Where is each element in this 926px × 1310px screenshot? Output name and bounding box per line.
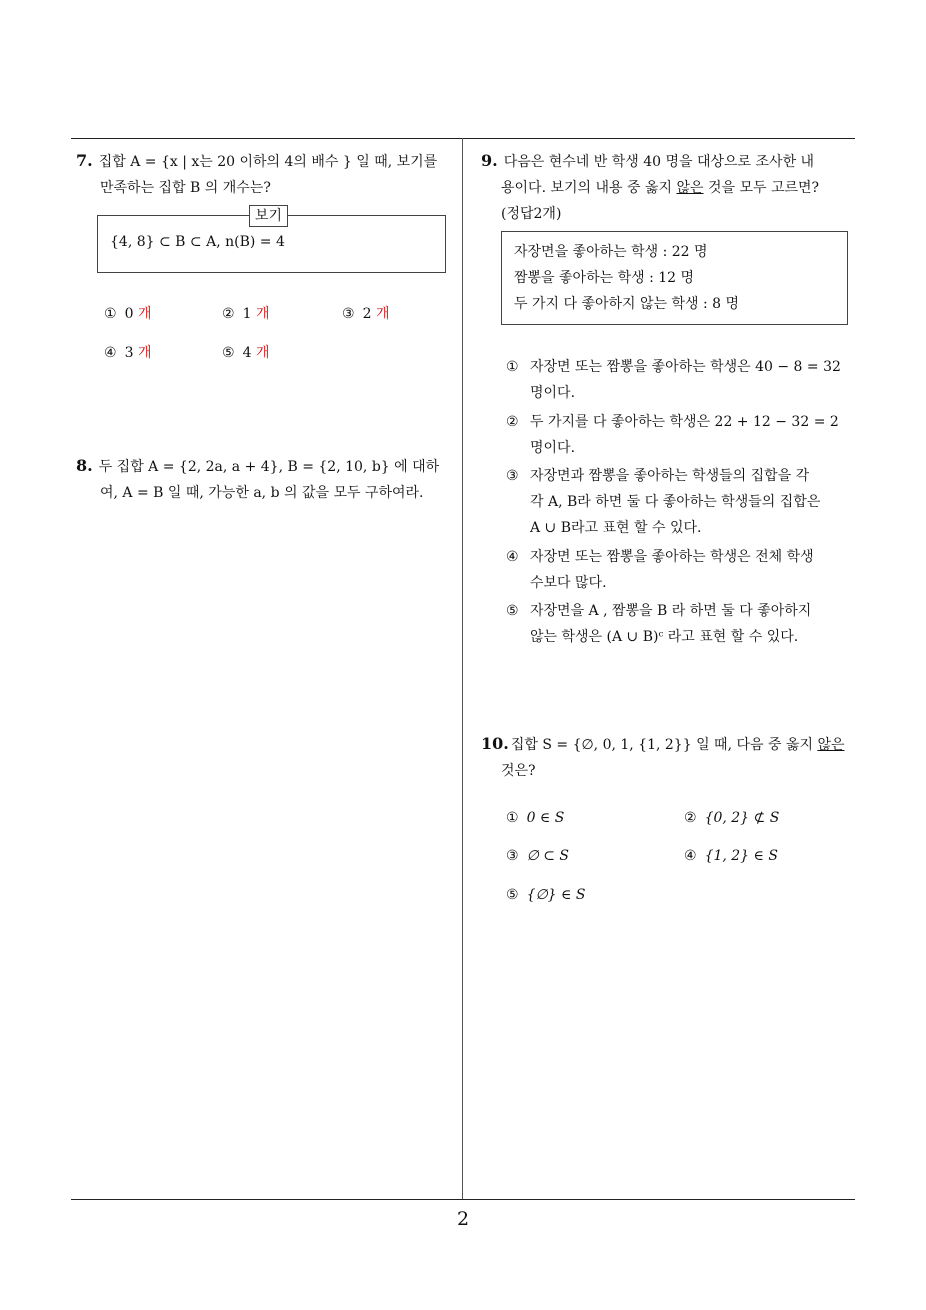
question-number: 8. [76, 456, 93, 475]
q7-option-1[interactable]: ① 0 개 [104, 306, 152, 322]
info-line: 두 가지 다 좋아하지 않는 학생 : 8 명 [514, 296, 740, 312]
q10-option-1[interactable]: ① 0 ∈ S [506, 810, 565, 826]
info-line: 짬뽕을 좋아하는 학생 : 12 명 [514, 270, 695, 286]
info-line: 자장면을 좋아하는 학생 : 22 명 [514, 244, 708, 260]
q10-option-2[interactable]: ② {0, 2} ⊄ S [684, 810, 780, 826]
q7-option-5[interactable]: ⑤ 4 개 [222, 345, 270, 361]
question-text-line2: 여, A = B 일 때, 가능한 a, b 의 값을 모두 구하여라. [100, 485, 424, 501]
question-9: 9. 다음은 현수네 반 학생 40 명을 대상으로 조사한 내 용이다. 보기의 내용 중 옳지 않은 것을 모두 고르면? (정답2개) [481, 148, 859, 227]
question-text-line1: 집합 A = {x | x는 20 이하의 4의 배수 } 일 때, 보기를 [98, 154, 438, 170]
answer-count-note: (정답2개) [501, 206, 562, 222]
question-number: 7. [76, 151, 93, 170]
survey-info-box [501, 231, 848, 325]
question-text-line1: 다음은 현수네 반 학생 40 명을 대상으로 조사한 내 [503, 154, 815, 170]
question-text-line2: 만족하는 집합 B 의 개수는? [100, 180, 271, 196]
q7-option-3[interactable]: ③ 2 개 [342, 306, 390, 322]
bottom-rule [71, 1199, 855, 1200]
underlined-not: 않은 [676, 180, 704, 196]
q7-option-2[interactable]: ② 1 개 [222, 306, 270, 322]
q7-option-4[interactable]: ④ 3 개 [104, 345, 152, 361]
question-number: 9. [481, 151, 498, 170]
question-text-line2: 것은? [501, 763, 536, 779]
q10-option-3[interactable]: ③ ∅ ⊂ S [506, 848, 569, 864]
question-text-line1: 두 집합 A = {2, 2a, a + 4}, B = {2, 10, b} 에 대하 [98, 459, 440, 475]
question-7 [76, 148, 458, 201]
q10-option-5[interactable]: ⑤ {∅} ∈ S [506, 887, 586, 903]
question-number: 10. [481, 734, 509, 753]
column-divider [462, 138, 463, 1200]
bogi-label: 보기 [249, 205, 288, 227]
question-10: 10. 집합 S = {∅, 0, 1, {1, 2}} 일 때, 다음 중 옳지 않은 것은? [481, 731, 861, 784]
underlined-not: 않은 [817, 737, 845, 753]
page-number: 2 [456, 1208, 470, 1230]
q10-option-4[interactable]: ④ {1, 2} ∈ S [684, 848, 778, 864]
question-8 [76, 453, 458, 506]
top-rule [71, 138, 855, 139]
bogi-text: {4, 8} ⊂ B ⊂ A, n(B) = 4 [110, 234, 285, 250]
